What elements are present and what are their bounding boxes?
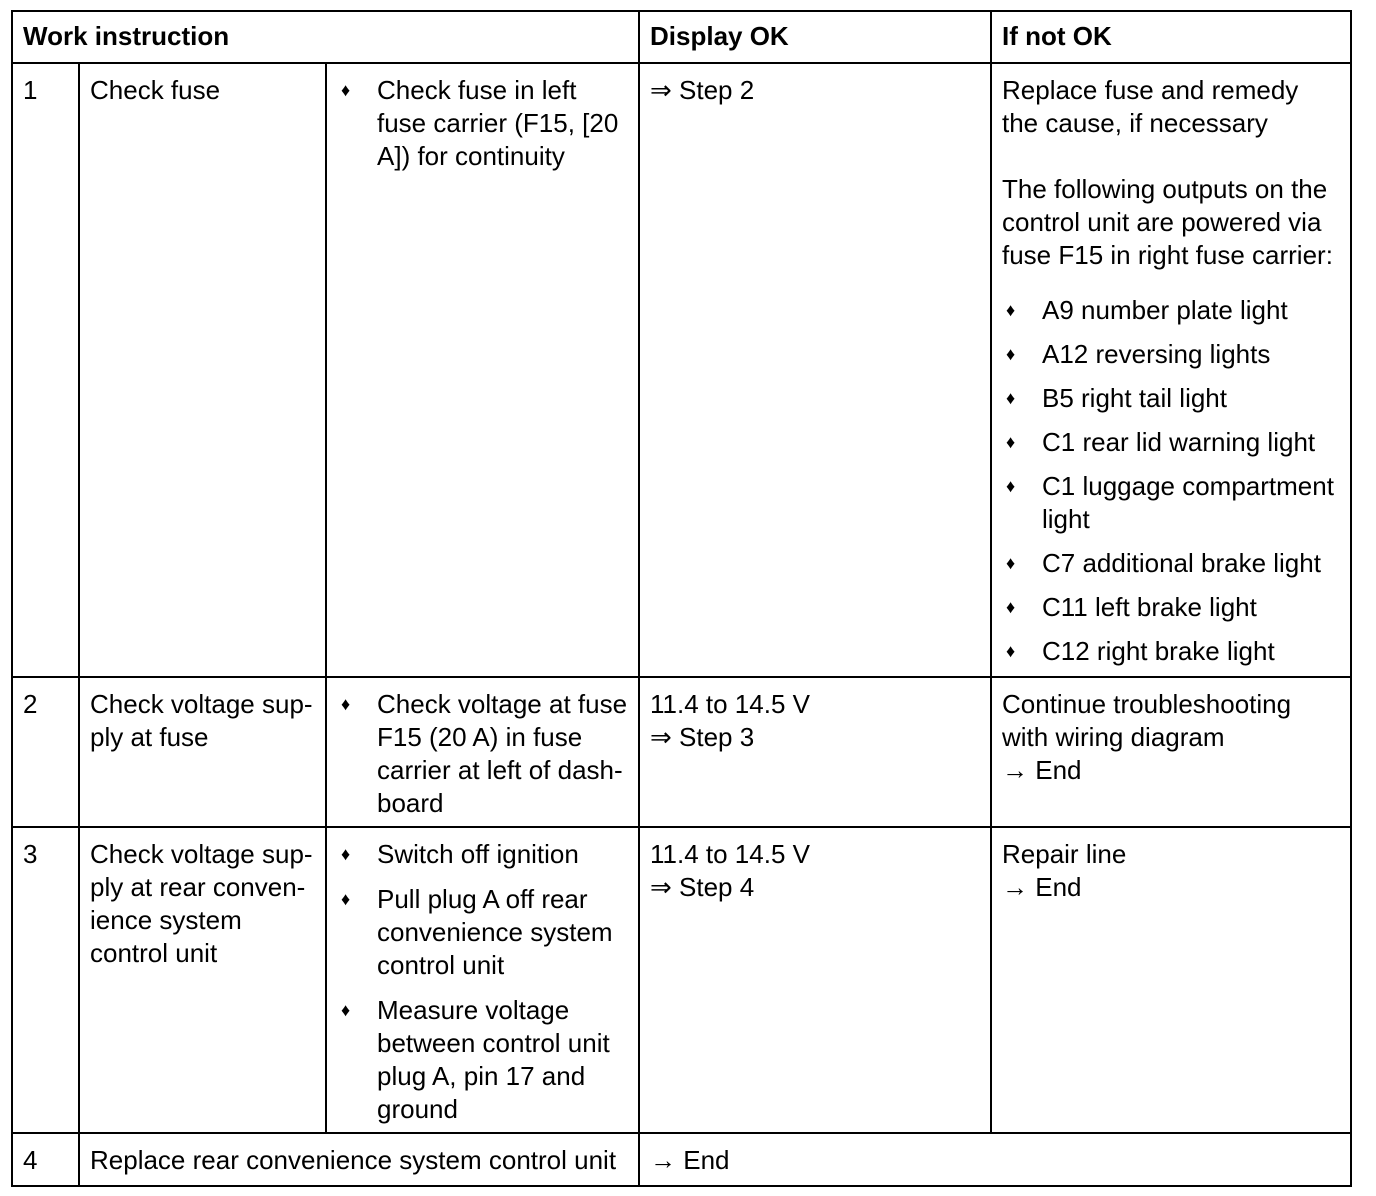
if-not-ok-cell: Continue troubleshooting with wiring diagram → End [991,677,1351,827]
table-row [12,1133,1351,1186]
list-item: ♦ C11 left brake light [1006,592,1257,622]
list-item: ♦ Check voltage at fuse F15 (20 A) in fuse carrier at left of dash-board [341,689,628,818]
display-ok-cell: 11.4 to 14.5 V ⇒ Step 3 [639,677,991,827]
list-item: ♦ A12 reversing lights [1006,339,1271,369]
diamond-bullet-icon: ♦ [1006,300,1016,320]
diamond-bullet-icon: ♦ [341,1000,351,1020]
list-item: ♦ Check fuse in left fuse carrier (F15, [20 A]) for continuity [341,75,619,171]
step-title: Replace rear convenience system control unit [79,1133,639,1186]
diamond-bullet-icon: ♦ [341,889,351,909]
diamond-bullet-icon: ♦ [1006,432,1016,452]
list-item: ♦ C1 luggage compartment light [1006,471,1334,534]
diamond-bullet-icon: ♦ [1006,597,1016,617]
diamond-bullet-icon: ♦ [1006,388,1016,408]
step-number: 3 [12,827,79,1133]
header-if-not-ok: If not OK [991,11,1351,63]
list-item: ♦ Measure voltage between control unit plug A, pin 17 and ground [341,995,610,1124]
list-item: ♦ Switch off ignition [341,839,579,869]
header-display-ok: Display OK [639,11,991,63]
step-instructions [326,677,639,827]
diamond-bullet-icon: ♦ [341,694,351,714]
display-ok-cell: → End [639,1133,1351,1186]
step-number: 2 [12,677,79,827]
if-not-ok-cell [991,63,1351,677]
step-instructions [326,827,639,1133]
header-work-instruction: Work instruction [12,11,639,63]
list-item: ♦ C12 right brake light [1006,636,1275,666]
diamond-bullet-icon: ♦ [341,80,351,100]
diamond-bullet-icon: ♦ [341,844,351,864]
step-number: 1 [12,63,79,677]
table-row [12,677,1351,827]
work-instruction-table [11,10,1352,1187]
step-number: 4 [12,1133,79,1186]
diamond-bullet-icon: ♦ [1006,641,1016,661]
display-ok-cell: ⇒ Step 2 [639,63,991,677]
list-item: ♦ C1 rear lid warning light [1006,427,1316,457]
list-item: ♦ B5 right tail light [1006,383,1227,413]
step-title: Check voltage sup-ply at fuse [79,677,326,827]
display-ok-cell: 11.4 to 14.5 V ⇒ Step 4 [639,827,991,1133]
list-item: ♦ Pull plug A off rear convenience system control unit [341,884,613,980]
table-row [12,63,1351,677]
step-instructions [326,63,639,677]
if-not-ok-cell: Repair line → End [991,827,1351,1133]
outputs-list [1002,294,1340,668]
table-row [12,827,1351,1133]
list-item: ♦ A9 number plate light [1006,295,1288,325]
diamond-bullet-icon: ♦ [1006,553,1016,573]
list-item: ♦ C7 additional brake light [1006,548,1321,578]
step-title: Check fuse [79,63,326,677]
diamond-bullet-icon: ♦ [1006,476,1016,496]
step-title: Check voltage sup-ply at rear conven-ience system control unit [79,827,326,1133]
diamond-bullet-icon: ♦ [1006,344,1016,364]
header-row [12,11,1351,63]
outputs-intro-text: The following outputs on the control unit are powered via fuse F15 in right fuse carrier: [1002,174,1333,270]
remedy-text: Replace fuse and remedy the cause, if necessary [1002,75,1299,138]
